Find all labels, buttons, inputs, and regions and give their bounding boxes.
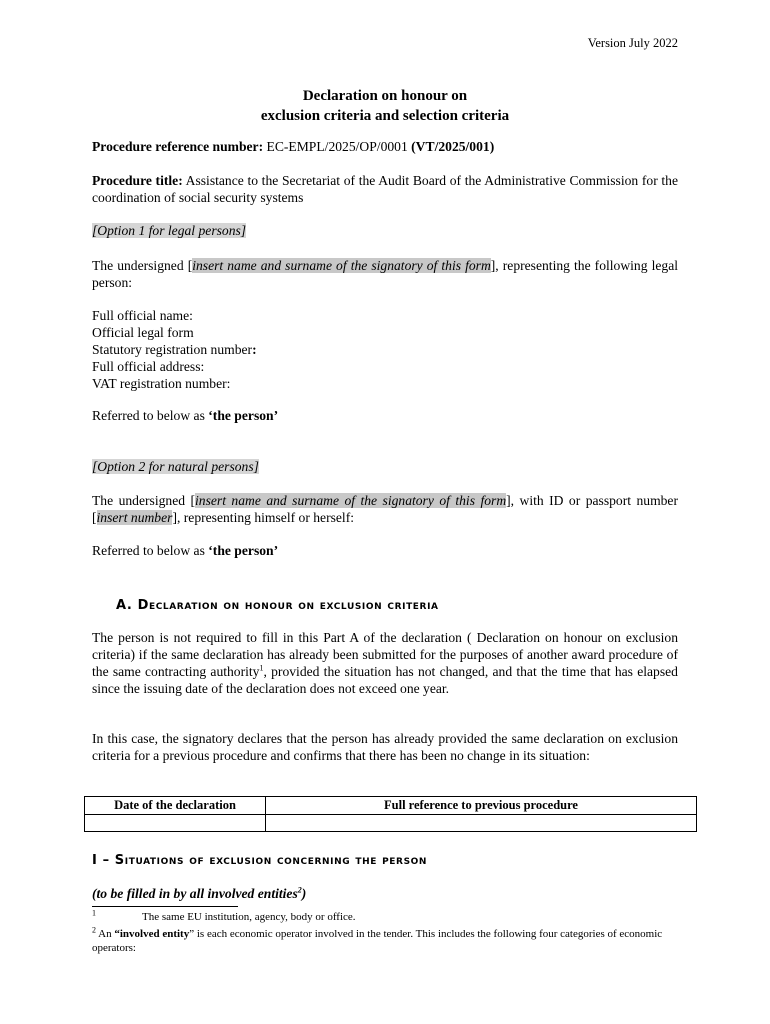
footnote-1-mark: 1	[92, 908, 96, 918]
field-full-official-name: Full official name:	[92, 308, 193, 323]
option2-block	[92, 458, 678, 475]
option2-referred-pre: Referred to below as	[92, 543, 209, 558]
option2-undersigned-mid: ], with ID or passport number [	[92, 493, 678, 525]
id-number-placeholder: insert number	[96, 510, 173, 525]
footnote-2-post: ” is each economic operator involved in the tender. This includes the following four categories of economic operators:	[92, 928, 663, 954]
section-a-para1	[92, 629, 678, 697]
option2-referred-bold: ‘the person’	[208, 543, 279, 558]
option2-undersigned-post: ], representing himself or herself:	[172, 510, 355, 525]
field-statutory-registration	[92, 341, 678, 358]
footnote-2-mark: 2	[92, 925, 96, 935]
signatory-name-placeholder-2: insert name and surname of the signatory of this form	[195, 493, 507, 508]
procedure-title	[92, 172, 678, 206]
option1-undersigned-post: ], representing the following legal person:	[92, 258, 679, 290]
option2-undersigned-pre: The undersigned [	[92, 493, 196, 508]
footnote-2-pre: An	[96, 928, 115, 940]
section-a-para1-post: , provided the situation has not changed, and that the time that has elapsed since the issuing date of the declaration does not exceed one year.	[92, 664, 678, 696]
section-a-heading: A. Declaration on honour on exclusion criteria	[116, 598, 439, 613]
signatory-name-placeholder: insert name and surname of the signatory of this form	[192, 258, 491, 273]
table-header-date: Date of the declaration	[85, 797, 266, 815]
version-label: Version July 2022	[587, 36, 678, 50]
table-header-reference: Full reference to previous procedure	[266, 797, 697, 815]
footnote-1-text: The same EU institution, agency, body or office.	[142, 911, 356, 923]
procedure-ref-code: (VT/2025/001)	[411, 139, 495, 154]
table-cell-date[interactable]	[85, 815, 266, 832]
previous-declaration-table	[84, 796, 697, 832]
option1-referred-pre: Referred to below as	[92, 408, 209, 423]
option2-undersigned	[92, 492, 678, 526]
option1-undersigned-pre: The undersigned [	[92, 258, 193, 273]
procedure-reference	[92, 138, 678, 155]
table-row	[85, 815, 697, 832]
footnote-ref-2[interactable]: 2	[297, 885, 302, 895]
field-statutory-registration-label: Statutory registration number	[92, 342, 253, 357]
footnote-2	[92, 927, 678, 955]
procedure-ref-label: Procedure reference number:	[92, 139, 264, 154]
footnote-ref-1[interactable]: 1	[259, 663, 264, 673]
option1-label: [Option 1 for legal persons]	[92, 223, 247, 238]
section-i-subheading	[92, 885, 678, 902]
field-statutory-registration-colon: :	[252, 342, 257, 357]
field-official-legal-form: Official legal form	[92, 325, 194, 340]
footnote-1	[92, 910, 678, 924]
section-i-heading: I – Situations of exclusion concerning the person	[92, 853, 428, 868]
procedure-title-label: Procedure title:	[92, 173, 183, 188]
option1-undersigned	[92, 257, 678, 291]
section-i-subheading-pre: (to be filled in by all involved entities	[92, 886, 298, 901]
footnote-separator	[92, 906, 238, 907]
option1-referred-bold: ‘the person’	[208, 408, 279, 423]
title-line-2: exclusion criteria and selection criteria	[260, 108, 510, 124]
section-i-subheading-post: )	[301, 886, 307, 901]
title-line-1: Declaration on honour on	[302, 88, 468, 104]
option1-block	[92, 222, 678, 239]
option2-referred	[92, 542, 678, 559]
option2-label: [Option 2 for natural persons]	[92, 459, 259, 474]
procedure-ref-value: EC-EMPL/2025/OP/0001	[263, 139, 412, 154]
procedure-title-value: Assistance to the Secretariat of the Audit Board of the Administrative Commission for the coordination of social security systems	[92, 173, 678, 205]
footnote-2-bold: “involved entity	[114, 928, 190, 940]
table-header-row	[85, 797, 697, 815]
document-title	[92, 86, 678, 126]
field-full-official-address: Full official address:	[92, 359, 205, 374]
legal-person-fields	[92, 307, 678, 392]
section-a-para2: In this case, the signatory declares that the person has already provided the same declaration on exclusion criteria for a previous procedure and confirms that there has been no change in its situation:	[92, 731, 678, 763]
table-cell-reference[interactable]	[266, 815, 697, 832]
option1-referred	[92, 407, 678, 424]
field-vat-registration: VAT registration number:	[92, 376, 231, 391]
section-a-para1-pre: The person is not required to fill in this Part A of the declaration ( Declaration on honour on exclusion criteria) if the same declaration has already been submitted for the purposes of another award procedure of the same contracting authority	[92, 630, 678, 679]
